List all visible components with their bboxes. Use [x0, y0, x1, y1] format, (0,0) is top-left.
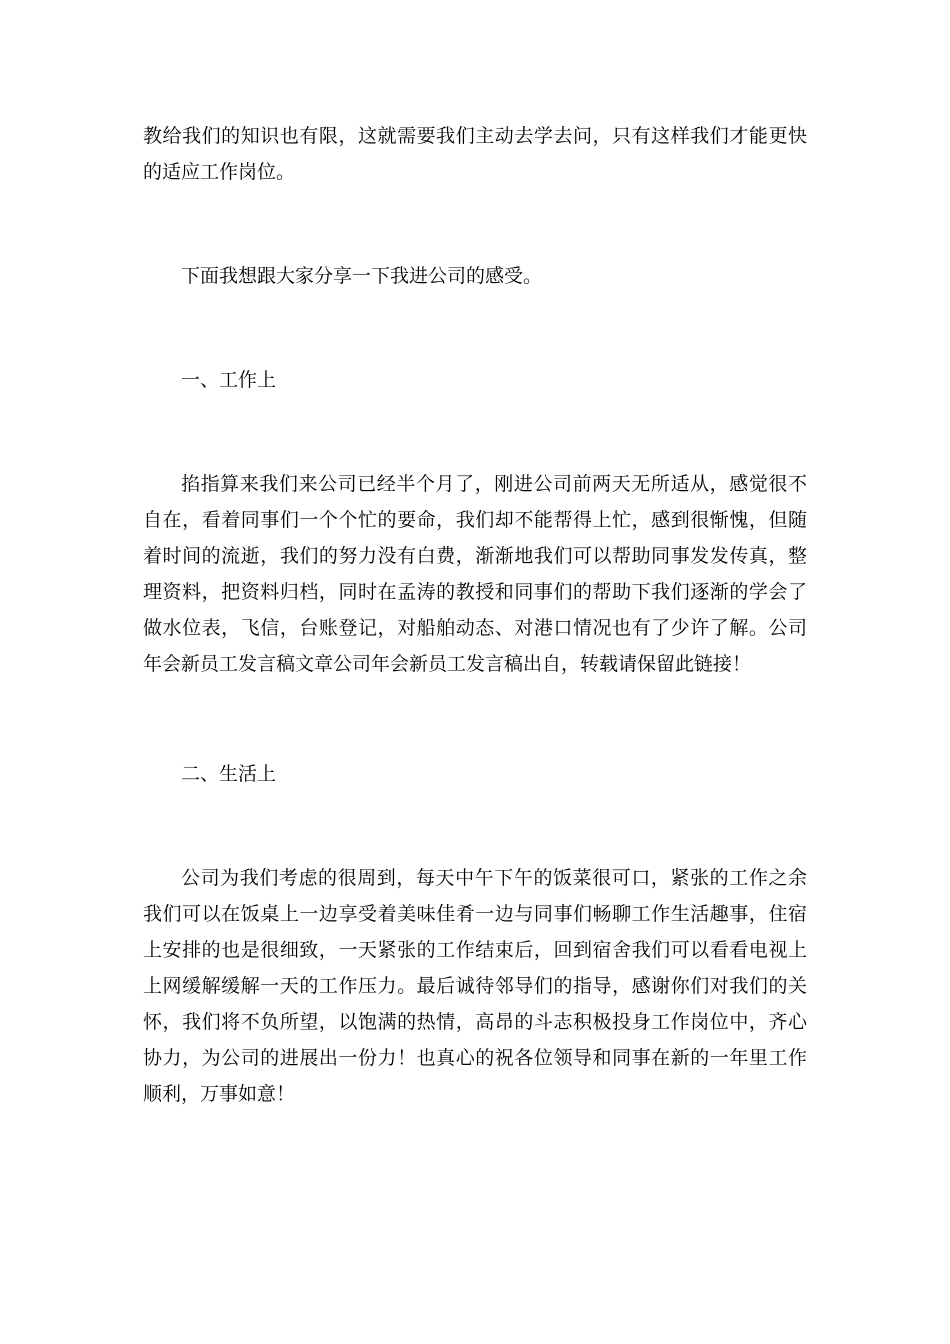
section-heading-life: 二、生活上 [181, 763, 277, 785]
paragraph-intro: 下面我想跟大家分享一下我进公司的感受。 [181, 265, 543, 287]
paragraph-life: 公司为我们考虑的很周到，每天中午下午的饭菜很可口，紧张的工作之余我们可以在饭桌上一边享受着美味佳肴一边与同事们畅聊工作生活趣事，住宿上安排的也是很细致，一天紧张的工作结束后，回到宿舍我们可以看看电视上上网缓解缓解一天的工作压力。最后诚待邻导们的指导，感谢你们对我们的关怀，我们将不负所望，以饱满的热情，高昂的斗志积极投身工作岗位中，齐心协力，为公司的进展出一份力！也真心的祝各位领导和同事在新的一年里工作顺利，万事如意！ [143, 867, 807, 1105]
paragraph-continuation: 教给我们的知识也有限，这就需要我们主动去学去问，只有这样我们才能更快的适应工作岗位。 [143, 125, 807, 183]
section-heading-work: 一、工作上 [181, 369, 277, 391]
paragraph-work: 掐指算来我们来公司已经半个月了，刚进公司前两天无所适从，感觉很不自在，看着同事们一个个忙的要命，我们却不能帮得上忙，感到很惭愧，但随着时间的流逝，我们的努力没有白费，渐渐地我们可以帮助同事发发传真，整理资料，把资料归档，同时在孟涛的教授和同事们的帮助下我们逐渐的学会了做水位表，飞信，台账登记，对船舶动态、对港口情况也有了少许了解。公司年会新员工发言稿文章公司年会新员工发言稿出自，转载请保留此链接！ [143, 473, 807, 675]
